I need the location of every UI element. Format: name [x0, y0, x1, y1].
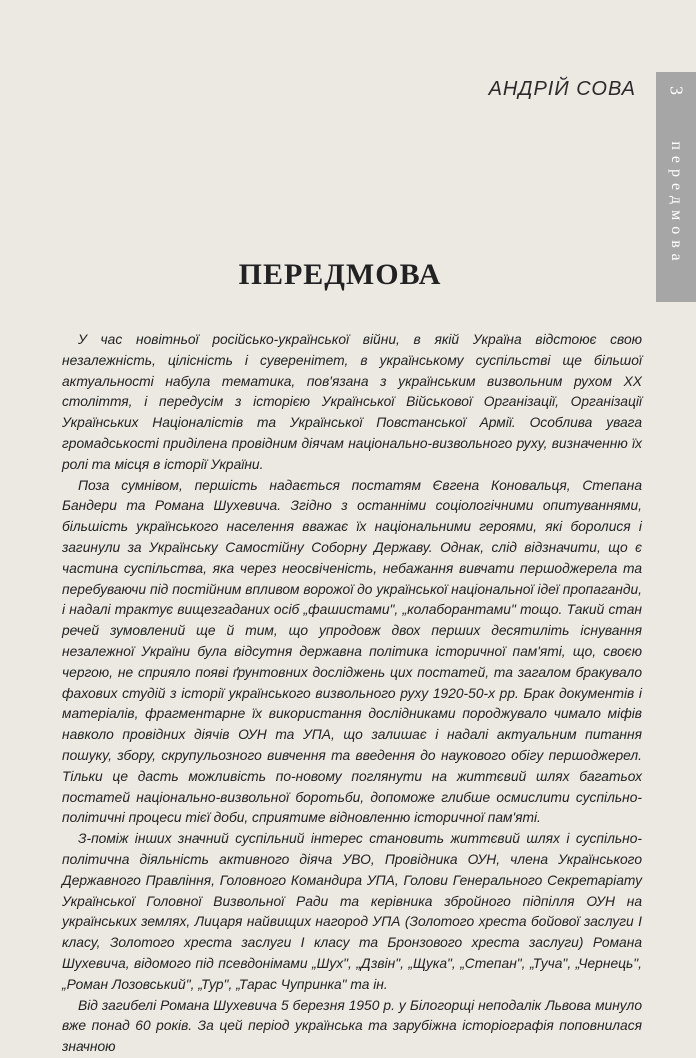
page-title: ПЕРЕДМОВА: [238, 258, 442, 291]
body-text: [62, 330, 642, 1058]
author-name: АНДРІЙ СОВА: [488, 78, 636, 100]
paragraph: Поза сумнівом, першість надається постатям Євгена Коновальця, Степана Бандери та Романа Шухевича. Згідно з останніми соціологічними опитуваннями, більшість українського населення вважає їх національними героями, які боролися і загинули за Українську Самостійну Соборну Державу. Однак, слід відзначити, що є частина суспільства, яка через неосвіченість, небажання вивчати першоджерела та перебуваючи під постійним впливом ворожої до української національної ідеї пропаганди, і надалі трактує вищезгаданих осіб „фашистами", „колаборантами" тощо. Такий стан речей зумовлений ще й тим, що упродовж двох перших десятиліть існування незалежної України була відсутня державна політика історичної пам'яті, що, своєю чергою, не сприяло появі ґрунтовних досліджень цих постатей, та загалом бракувало фахових студій з історії українського визвольного руху 1920-50-х рр. Брак документів і матеріалів, фрагментарне їх використання дослідниками породжувало чимало міфів навколо провідних діячів ОУН та УПА, що залишає і надалі актуальним питання пошуку, збору, скрупульозного вивчення та введення до наукового обігу першоджерел. Тільки це дасть можливість по-новому поглянути на життєвий шлях багатьох постатей національно-визвольної боротьби, допоможе глибше осмислити суспільно-політичні процеси тієї доби, сприятиме відновленню історичної пам'яті.: [62, 477, 642, 826]
paragraph: З-поміж інших значний суспільний інтерес становить життєвий шлях і суспільно-політична діяльність активного діяча УВО, Провідника ОУН, члена Українського Державного Правління, Головного Командира УПА, Голови Генерального Секретаріату Української Головної Визвольної Ради та керівника збройного підпілля ОУН на українських землях, Лицаря найвищих нагород УПА (Золотого хреста бойової заслуги І класу, Золотого хреста заслуги І класу та Бронзового хреста заслуги) Романа Шухевича, відомого під псевдонімами „Шух", „Дзвін", „Щука", „Степан", „Туча", „Чернець", „Роман Лозовський", „Тур", „Тарас Чупринка" та ін.: [62, 831, 642, 992]
paragraph: Від загибелі Романа Шухевича 5 березня 1950 р. у Білогорщі неподалік Львова минуло вже понад 60 років. За цей період українська та зарубіжна історіографія поповнилася значною: [62, 997, 642, 1055]
page-number: 3: [666, 86, 687, 95]
paragraph: У час новітньої російсько-української війни, в якій Україна відстоює свою незалежність, цілісність і суверенітет, в українському суспільстві ще більшої актуальності набула тематика, пов'язана з українським визвольним рухом XX століття, і передусім з історією Української Військової Організації, Організації Українських Націоналістів та Української Повстанської Армії. Особлива увага громадськості приділена провідним діячам національно-визвольного руху, визначенню їх ролі та місця в історії України.: [62, 332, 642, 472]
section-label: передмова: [668, 141, 685, 267]
